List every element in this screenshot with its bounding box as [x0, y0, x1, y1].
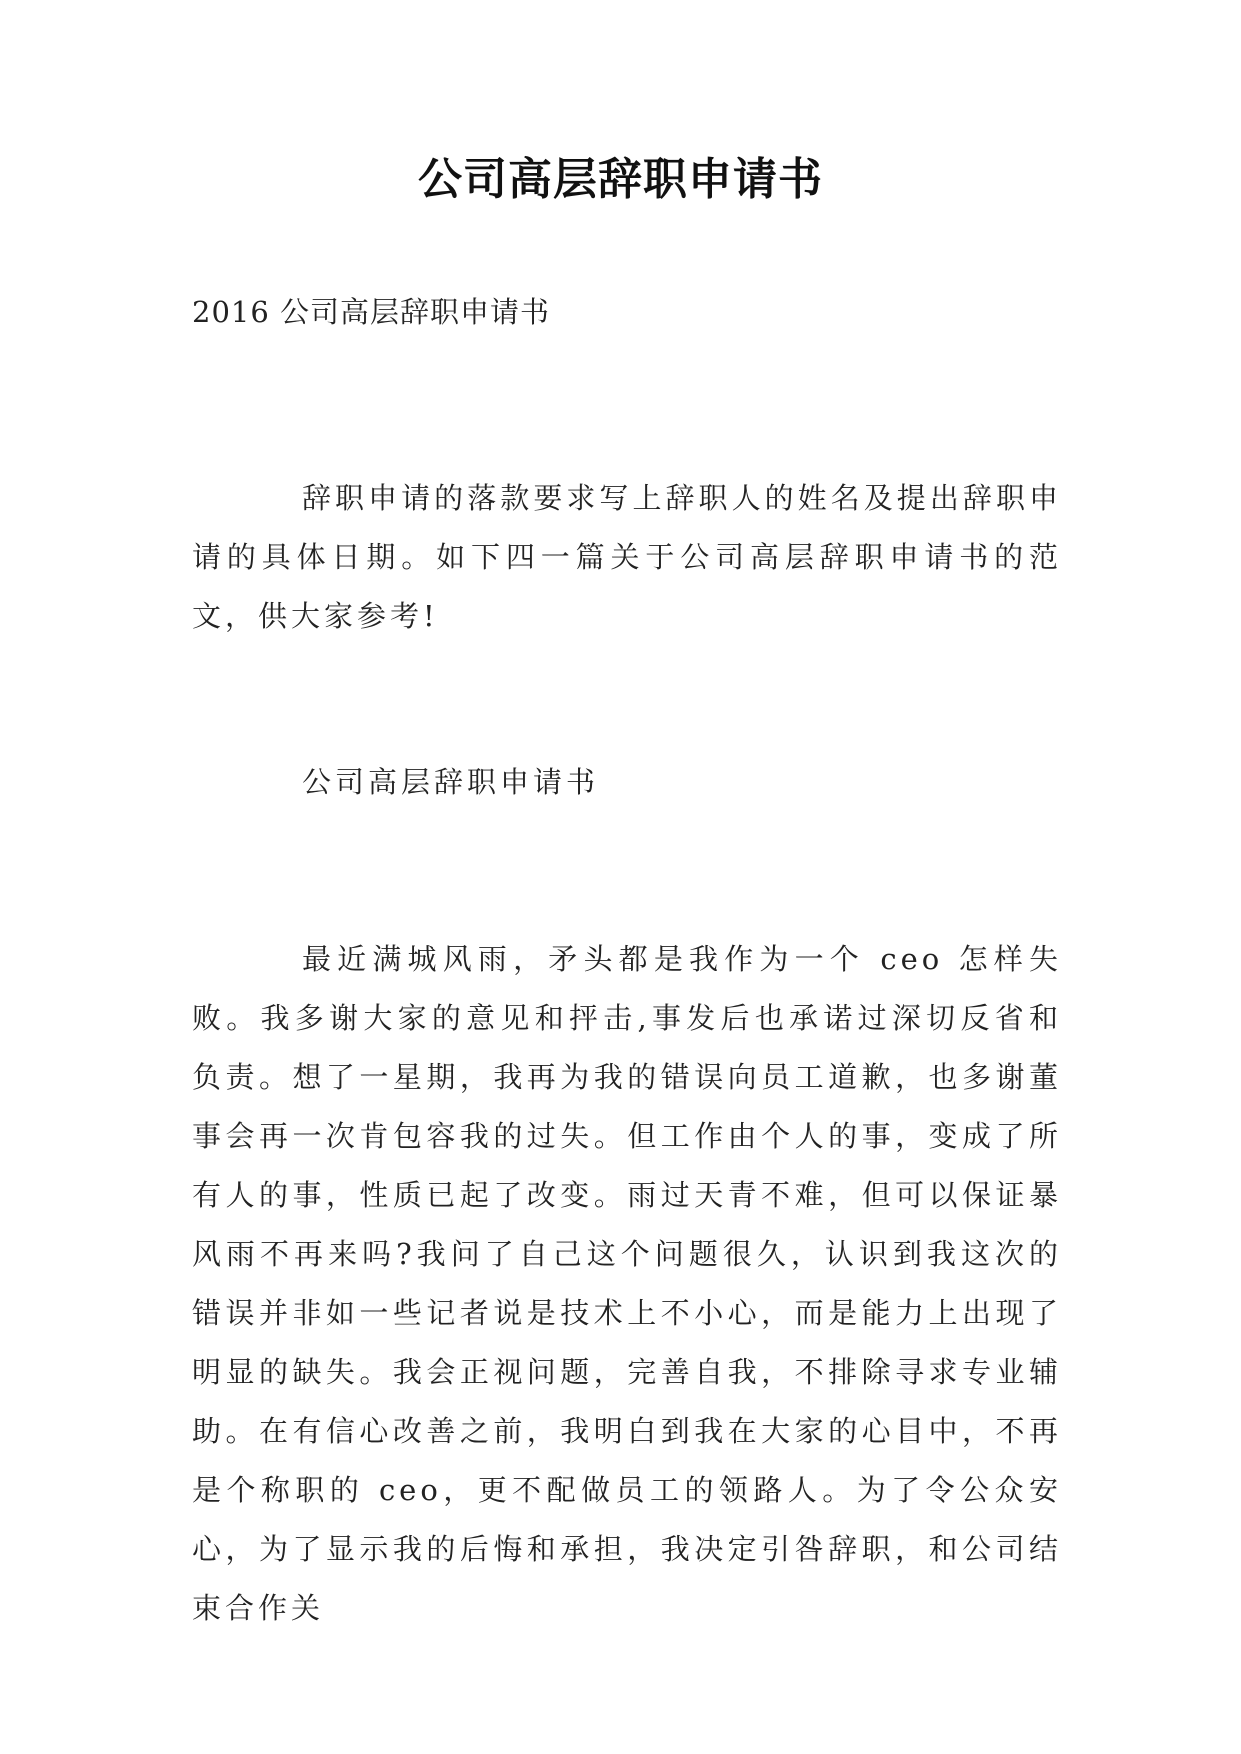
intro-paragraph: 辞职申请的落款要求写上辞职人的姓名及提出辞职申请的具体日期。如下四一篇关于公司高层辞职申请书的范文，供大家参考! [192, 481, 1062, 633]
body-paragraph: 最近满城风雨，矛头都是我作为一个 ceo 怎样失败。我多谢大家的意见和抨击,事发后也承诺过深切反省和负责。想了一星期，我再为我的错误向员工道歉，也多谢董事会再一次肯包容我的过失。但工作由个人的事，变成了所有人的事，性质已起了改变。雨过天青不难，但可以保证暴风雨不再来吗?我问了自己这个问题很久，认识到我这次的错误并非如一些记者说是技术上不小心，而是能力上出现了明显的缺失。我会正视问题，完善自我，不排除寻求专业辅助。在有信心改善之前，我明白到我在大家的心目中，不再是个称职的 ceo，更不配做员工的领路人。为了令公众安心，为了显示我的后悔和承担，我决定引咎辞职，和公司结束合作关 [192, 942, 1062, 1625]
document-title: 公司高层辞职申请书 [418, 154, 823, 205]
document-subtitle: 2016 公司高层辞职申请书 [192, 295, 551, 329]
section-heading: 公司高层辞职申请书 [302, 765, 600, 799]
